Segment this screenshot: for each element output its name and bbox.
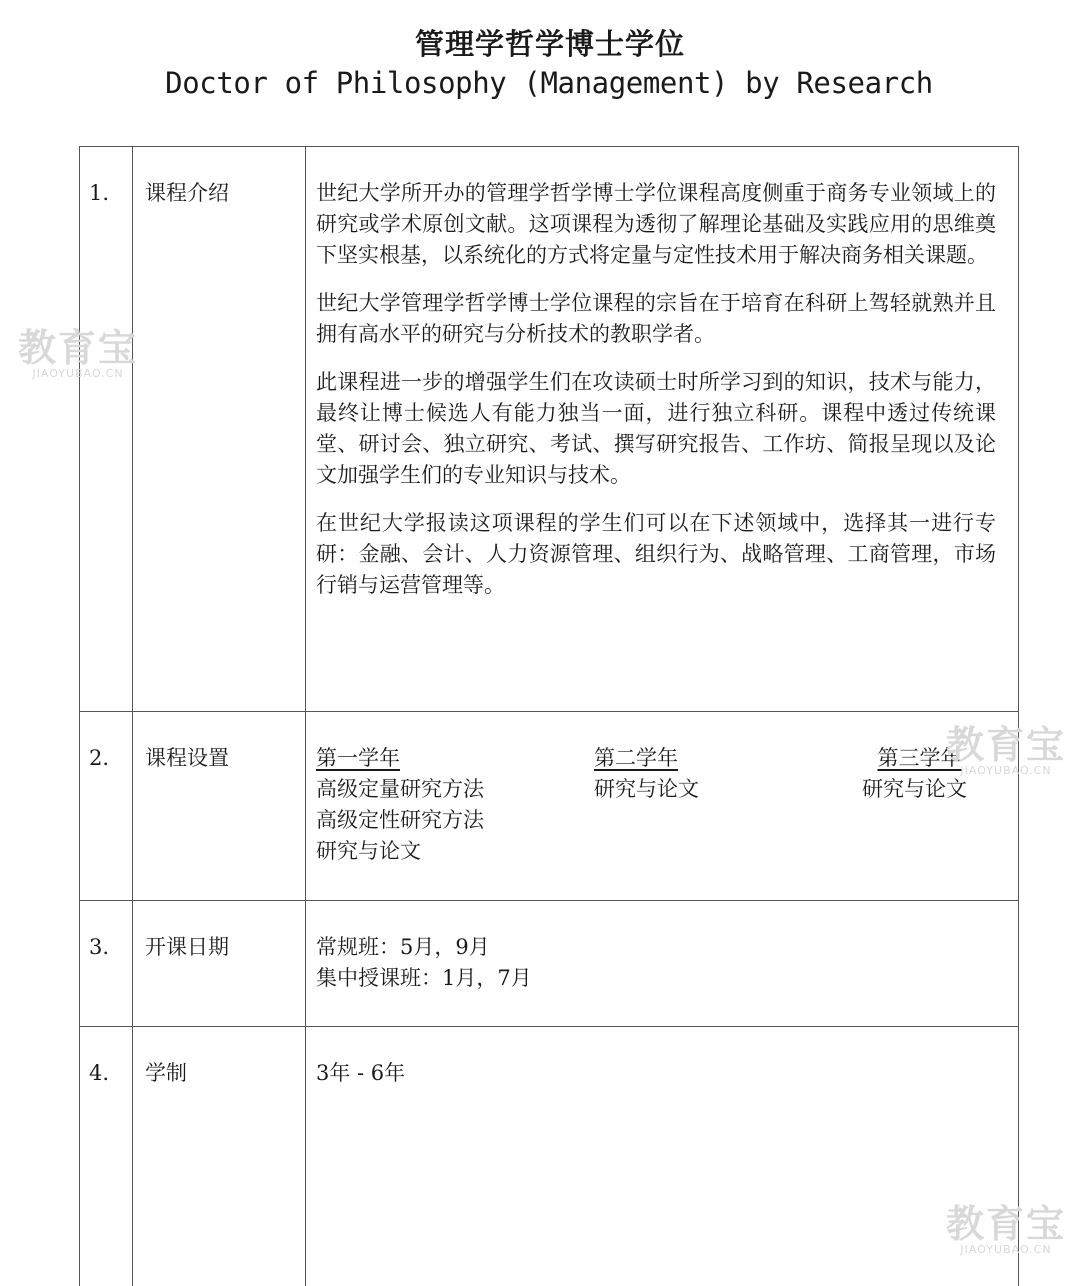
row-number: 2. xyxy=(89,746,110,770)
duration-content xyxy=(316,1058,996,1089)
watermark-logo: 教育宝 JIAOYUBAO.CN xyxy=(946,1202,1067,1256)
course-item: 研究与论文 xyxy=(594,777,699,801)
year-3-heading: 第三学年 xyxy=(877,746,962,770)
watermark-logo: 教育宝 JIAOYUBAO.CN xyxy=(946,723,1067,777)
intro-paragraph: 世纪大学所开办的管理学哲学博士学位课程高度侧重于商务专业领域上的研究或学术原创文献。这项课程为透彻了解理论基础及实践应用的思维奠下坚实根基，以系统化的方式将定量与定性技术用于解决商务相关课题。 xyxy=(316,181,996,267)
row-label-curriculum: 课程设置 xyxy=(145,746,229,770)
row-number: 4. xyxy=(89,1061,110,1085)
column-divider xyxy=(132,147,133,1286)
year-2-column xyxy=(594,743,699,805)
intro-paragraph: 此课程进一步的增强学生们在攻读硕士时所学习到的知识，技术与能力，最终让博士候选人有能力独当一面，进行独立科研。课程中透过传统课堂、研讨会、独立研究、考试、撰写研究报告、工作坊、简报呈现以及论文加强学生们的专业知识与技术。 xyxy=(316,370,996,487)
start-date-content xyxy=(316,932,996,994)
document-title-en: Doctor of Philosophy (Management) by Research xyxy=(165,66,933,100)
intake-line: 集中授课班：1月，7月 xyxy=(316,966,532,990)
row-number: 3. xyxy=(89,935,110,959)
year-1-column xyxy=(316,743,484,867)
course-item: 研究与论文 xyxy=(862,777,967,801)
row-label-start-date: 开课日期 xyxy=(145,935,229,959)
row-divider xyxy=(80,711,1018,712)
row-divider xyxy=(80,900,1018,901)
intro-paragraph: 在世纪大学报读这项课程的学生们可以在下述领域中，选择其一进行专研：金融、会计、人力资源管理、组织行为、战略管理、工商管理，市场行销与运营管理等。 xyxy=(316,511,996,597)
row-number: 1. xyxy=(89,181,110,205)
course-item: 高级定量研究方法 xyxy=(316,777,484,801)
document-title-cn: 管理学哲学博士学位 xyxy=(414,27,685,61)
row-label-duration: 学制 xyxy=(145,1061,187,1085)
duration-value: 3年 - 6年 xyxy=(316,1061,406,1085)
course-item: 研究与论文 xyxy=(316,839,421,863)
column-divider xyxy=(305,147,306,1286)
year-1-heading: 第一学年 xyxy=(316,746,400,770)
course-item: 高级定性研究方法 xyxy=(316,808,484,832)
row-divider xyxy=(80,1026,1018,1027)
course-intro-content xyxy=(316,178,996,618)
year-2-heading: 第二学年 xyxy=(594,746,678,770)
watermark-logo: 教育宝 JIAOYUBAO.CN xyxy=(18,326,139,380)
intro-paragraph: 世纪大学管理学哲学博士学位课程的宗旨在于培育在科研上驾轻就熟并且拥有高水平的研究与分析技术的教职学者。 xyxy=(316,291,996,346)
row-label-course-intro: 课程介绍 xyxy=(145,181,229,205)
intake-line: 常规班：5月，9月 xyxy=(316,935,490,959)
